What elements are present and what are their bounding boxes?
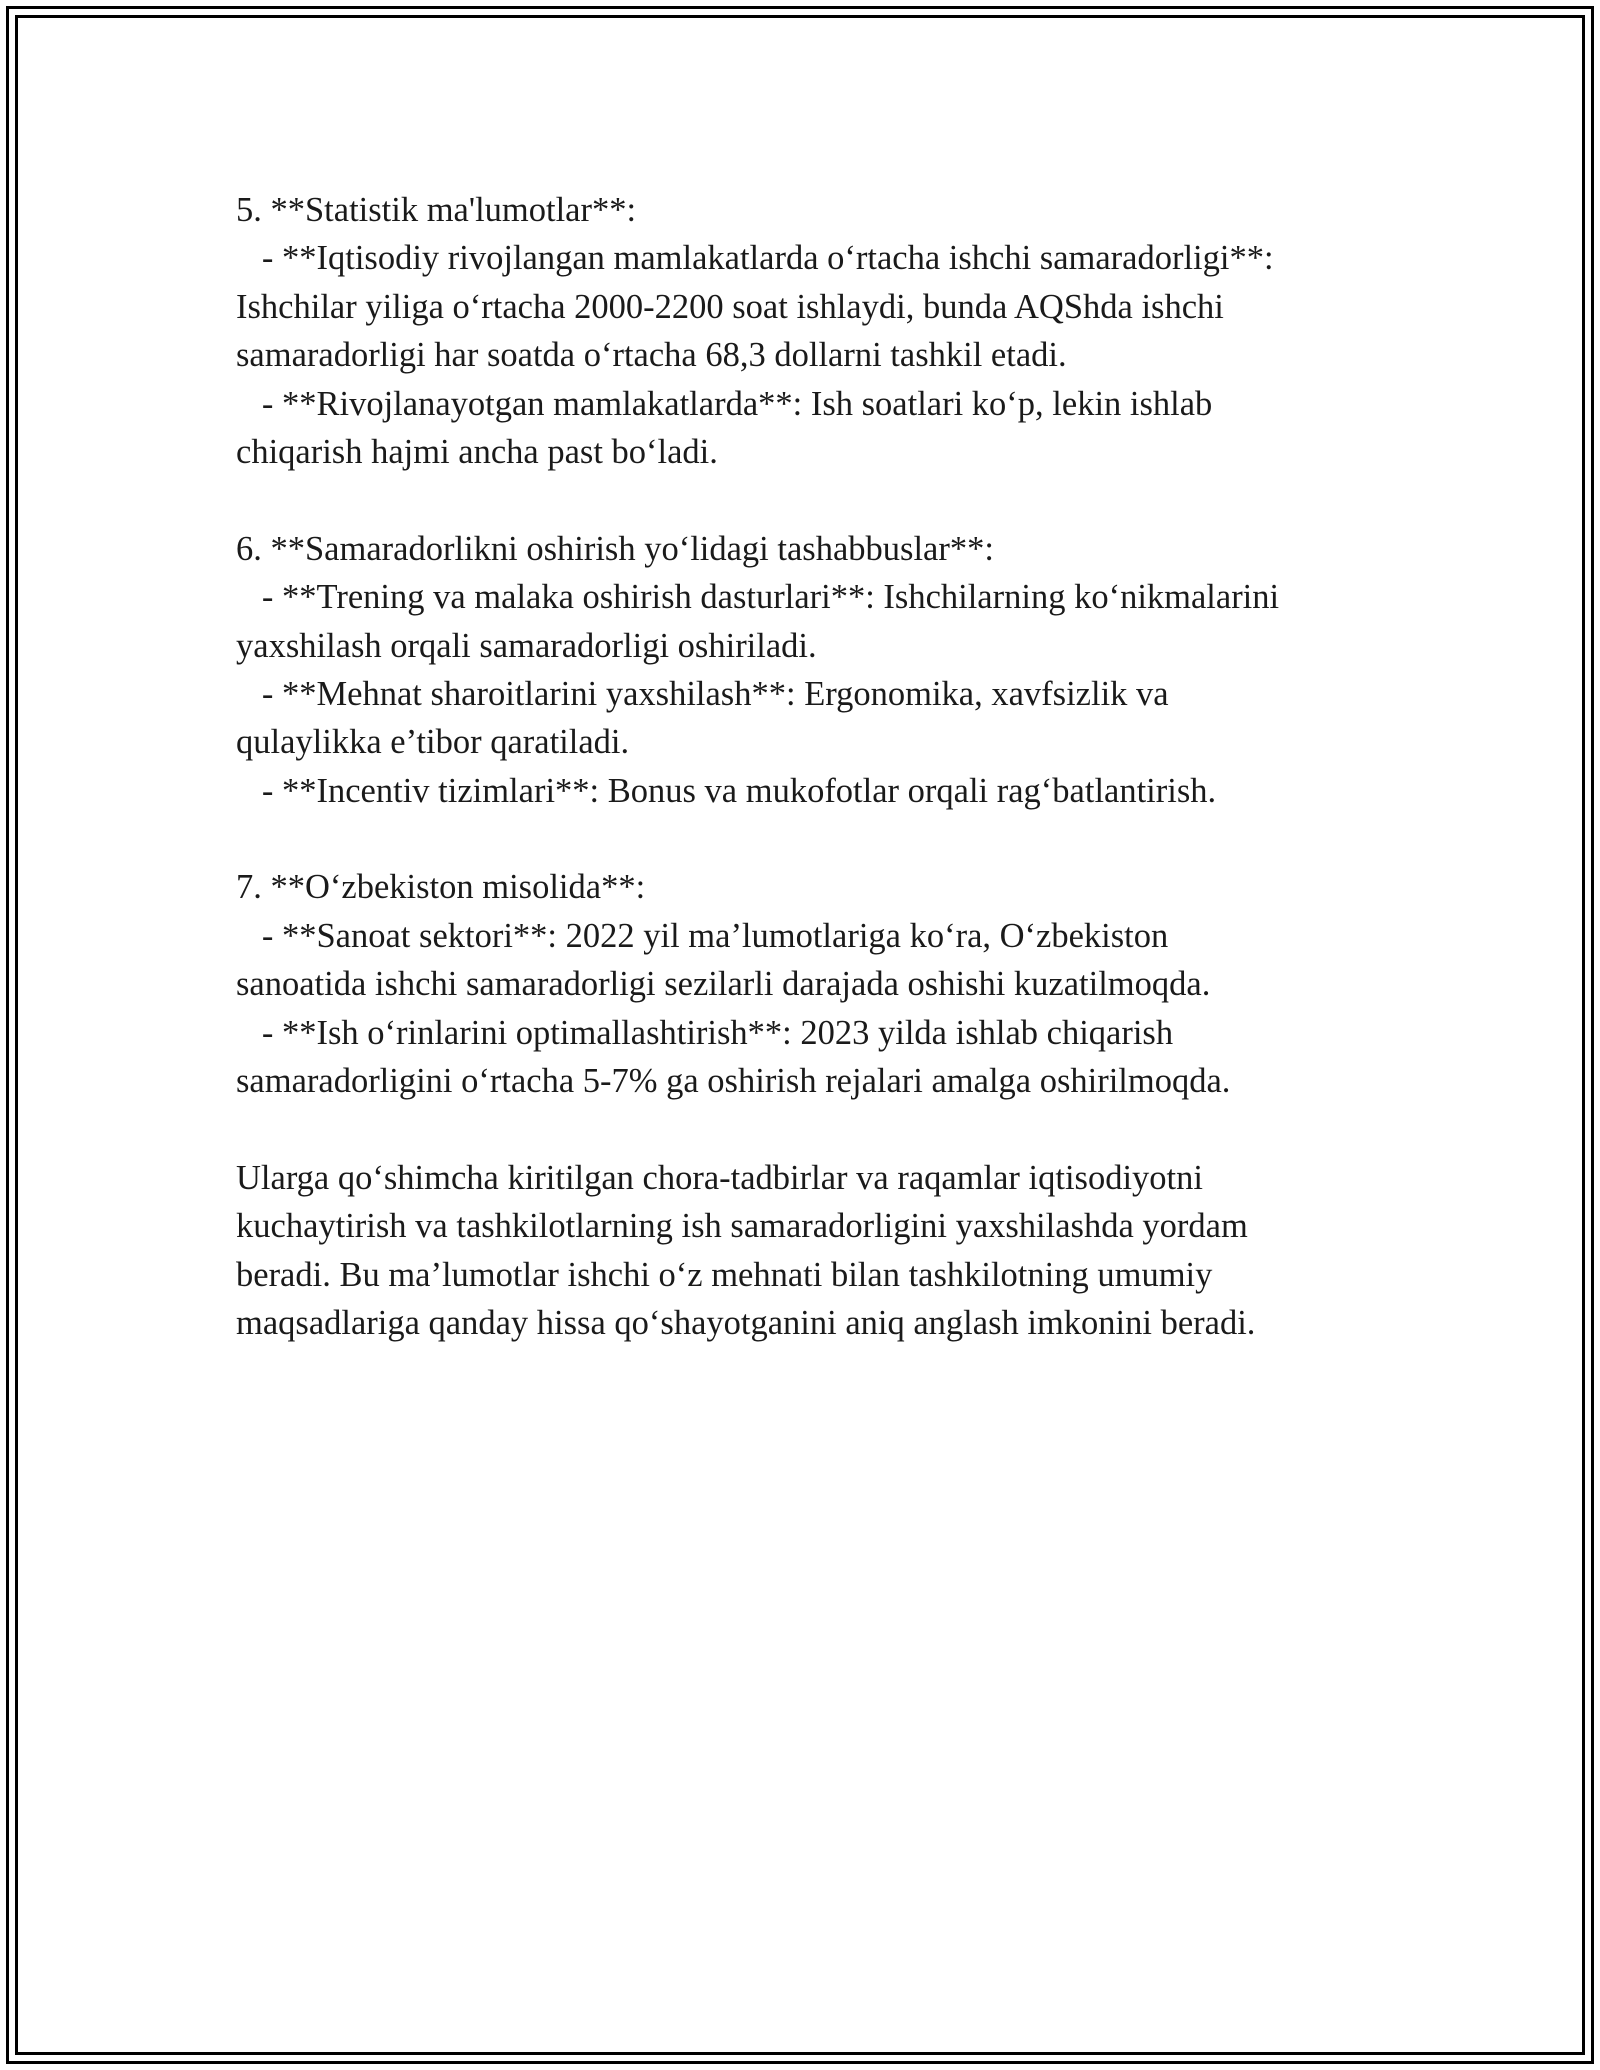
section-6-heading: 6. **Samaradorlikni oshirish yo‘lidagi tashabbuslar**:: [236, 529, 994, 568]
section-7-bullet-1-line-1: - **Sanoat sektori**: 2022 yil ma’lumotlariga ko‘ra, O‘zbekiston: [236, 916, 1169, 955]
section-7-heading: 7. **O‘zbekiston misolida**:: [236, 868, 646, 907]
section-6-bullet-3-line-1: - **Incentiv tizimlari**: Bonus va mukofotlar orqali rag‘batlantirish.: [236, 771, 1217, 810]
section-5-heading: 5. **Statistik ma'lumotlar**:: [236, 191, 637, 229]
conclusion-line-4: maqsadlariga qanday hissa qo‘shayotganini aniq anglash imkonini beradi.: [236, 1303, 1256, 1342]
conclusion-line-3: beradi. Bu ma’lumotlar ishchi o‘z mehnati bilan tashkilotning umumiy: [236, 1255, 1213, 1294]
section-7-bullet-2-line-2: samaradorligini o‘rtacha 5-7% ga oshirish rejalari amalga oshirilmoqda.: [236, 1062, 1231, 1101]
paragraph-spacer: [236, 476, 1436, 524]
section-5-bullet-2-line-2: chiqarish hajmi ancha past bo‘ladi.: [236, 432, 718, 471]
conclusion-line-1: Ularga qo‘shimcha kiritilgan chora-tadbirlar va raqamlar iqtisodiyotni: [236, 1158, 1203, 1197]
paragraph-spacer: [236, 1105, 1436, 1153]
section-7-bullet-2-line-1: - **Ish o‘rinlarini optimallashtirish**: 2023 yilda ishlab chiqarish: [236, 1013, 1174, 1052]
section-5-bullet-1-line-1: - **Iqtisodiy rivojlangan mamlakatlarda o‘rtacha ishchi samaradorligi**:: [236, 239, 1274, 278]
section-5-bullet-1-line-2: Ishchilar yiliga o‘rtacha 2000-2200 soat ishlaydi, bunda AQShda ishchi: [236, 287, 1224, 326]
section-5-bullet-1-line-3: samaradorligi har soatda o‘rtacha 68,3 dollarni tashkil etadi.: [236, 336, 1067, 375]
paragraph-spacer: [236, 815, 1436, 863]
document-body: [236, 186, 1436, 1347]
section-6-bullet-2-line-2: qulaylikka e’tibor qaratiladi.: [236, 723, 630, 762]
section-6-bullet-1-line-1: - **Trening va malaka oshirish dasturlari**: Ishchilarning ko‘nikmalarini: [236, 578, 1280, 617]
conclusion-line-2: kuchaytirish va tashkilotlarning ish samaradorligini yaxshilashda yordam: [236, 1207, 1248, 1246]
section-6-bullet-1-line-2: yaxshilash orqali samaradorligi oshiriladi.: [236, 626, 817, 665]
section-5-bullet-2-line-1: - **Rivojlanayotgan mamlakatlarda**: Ish soatlari ko‘p, lekin ishlab: [236, 384, 1213, 423]
section-7-bullet-1-line-2: sanoatida ishchi samaradorligi sezilarli darajada oshishi kuzatilmoqda.: [236, 965, 1211, 1004]
section-6-bullet-2-line-1: - **Mehnat sharoitlarini yaxshilash**: Ergonomika, xavfsizlik va: [236, 674, 1169, 713]
